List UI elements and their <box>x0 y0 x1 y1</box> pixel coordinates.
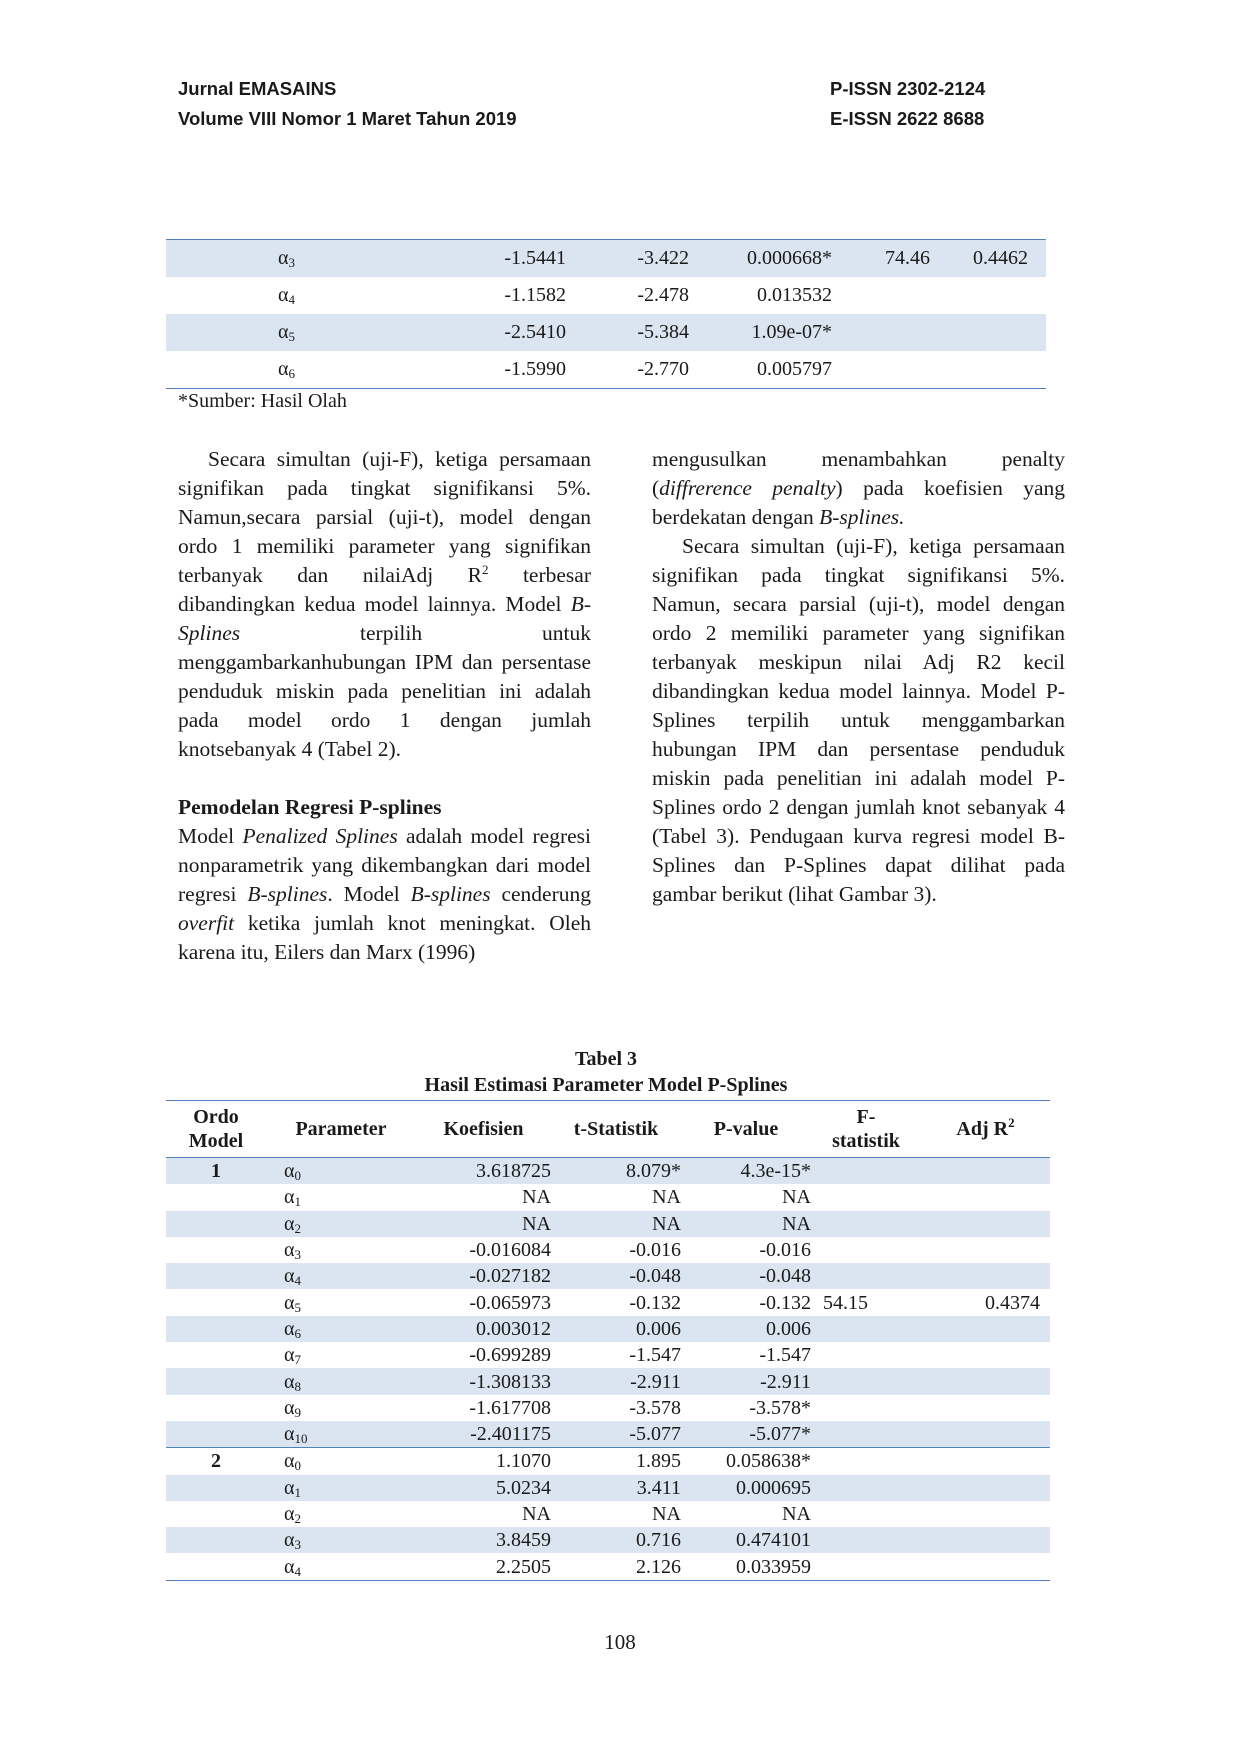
adj-cell <box>921 1158 1050 1185</box>
param-cell <box>266 1553 416 1580</box>
adj-cell: 0.4462 <box>930 240 1028 278</box>
table-row <box>166 1395 1050 1421</box>
table-row <box>166 1342 1050 1368</box>
param-cell <box>266 1501 416 1527</box>
f-cell <box>811 1395 921 1421</box>
param-cell <box>278 314 448 351</box>
f-cell <box>811 1158 921 1185</box>
spacer-cell <box>166 314 278 351</box>
param-symbol: α <box>284 1186 295 1209</box>
param-symbol: α <box>278 247 289 269</box>
f-cell <box>811 1184 921 1210</box>
adj-cell <box>921 1553 1050 1580</box>
table-row <box>166 1263 1050 1289</box>
p-cell: -1.547 <box>759 1344 811 1367</box>
table-row <box>166 1475 1050 1501</box>
param-symbol: α <box>278 321 289 343</box>
param-index: 2 <box>294 1511 301 1526</box>
journal-volume: Volume VIII Nomor 1 Maret Tahun 2019 <box>178 108 517 129</box>
adj-cell <box>921 1368 1050 1394</box>
param-cell <box>278 351 448 389</box>
param-symbol: α <box>284 1450 295 1473</box>
f-cell: 74.46 <box>832 240 930 278</box>
ordo-cell <box>166 1395 266 1421</box>
ordo-cell: 1 <box>166 1158 266 1185</box>
param-symbol: α <box>278 358 289 380</box>
spacer-cell <box>1028 240 1046 278</box>
p-cell: 0.006 <box>681 1316 811 1342</box>
param-symbol: α <box>284 1503 295 1525</box>
param-symbol: α <box>284 1291 295 1314</box>
coef-cell: -0.699289 <box>469 1344 551 1367</box>
f-cell <box>811 1263 921 1289</box>
table3-header-row <box>166 1101 1050 1158</box>
p-cell: NA <box>782 1186 811 1209</box>
adj-cell <box>921 1184 1050 1210</box>
table-row <box>166 1501 1050 1527</box>
coef-cell: NA <box>416 1211 551 1237</box>
f-cell <box>832 277 930 314</box>
adj-cell <box>930 314 1028 351</box>
adj-cell <box>921 1501 1050 1527</box>
coef-cell: -2.5410 <box>448 314 566 351</box>
param-symbol: α <box>284 1396 295 1419</box>
ordo-cell <box>166 1342 266 1368</box>
p-cell: 0.033959 <box>736 1555 811 1578</box>
coef-cell: -1.308133 <box>416 1368 551 1394</box>
t-cell: -1.547 <box>629 1344 681 1367</box>
body-column-right <box>652 445 1065 909</box>
ordo-cell <box>166 1501 266 1527</box>
spacer-cell <box>1028 277 1046 314</box>
header-koefisien: Koefisien <box>416 1101 551 1158</box>
param-cell <box>266 1448 416 1475</box>
page-number: 108 <box>604 1630 636 1654</box>
param-cell <box>266 1289 416 1315</box>
param-symbol: α <box>284 1555 295 1578</box>
param-symbol: α <box>284 1160 295 1183</box>
param-index: 3 <box>288 255 295 270</box>
table2-source-note: *Sumber: Hasil Olah <box>178 390 347 412</box>
adj-cell <box>921 1527 1050 1553</box>
t-cell: NA <box>652 1186 681 1209</box>
param-index: 5 <box>288 329 295 344</box>
param-index: 4 <box>288 292 295 307</box>
param-cell <box>266 1158 416 1185</box>
table-row <box>166 1553 1050 1580</box>
ordo-cell <box>166 1289 266 1315</box>
param-index: 10 <box>294 1431 308 1447</box>
p-cell: -5.077* <box>681 1421 811 1448</box>
journal-header-right <box>830 74 985 134</box>
header-ordo-model: Ordo Model <box>166 1101 266 1158</box>
param-cell <box>266 1527 416 1553</box>
t-cell: -0.048 <box>551 1263 681 1289</box>
param-cell <box>266 1316 416 1342</box>
param-cell <box>266 1421 416 1448</box>
table3-caption-number: Tabel 3 <box>574 1048 638 1070</box>
adj-cell <box>930 277 1028 314</box>
t-cell: NA <box>652 1503 681 1525</box>
param-index: 0 <box>294 1458 301 1474</box>
ordo-cell <box>166 1316 266 1342</box>
spacer-cell <box>166 351 278 389</box>
t-cell: -3.578 <box>629 1396 681 1419</box>
t-cell: -5.384 <box>566 314 689 351</box>
f-cell <box>811 1448 921 1475</box>
table-row <box>166 351 1046 389</box>
f-cell <box>811 1421 921 1448</box>
coef-cell: 0.003012 <box>416 1316 551 1342</box>
param-cell <box>278 240 448 278</box>
p-cell: 0.058638* <box>726 1450 811 1473</box>
param-symbol: α <box>284 1476 295 1499</box>
table-row <box>166 1237 1050 1263</box>
f-cell <box>811 1211 921 1237</box>
param-symbol: α <box>284 1212 295 1235</box>
coef-cell: -2.401175 <box>416 1421 551 1448</box>
t-cell: -0.016 <box>629 1239 681 1262</box>
table-row <box>166 240 1046 278</box>
table-row <box>166 314 1046 351</box>
t-cell: 8.079* <box>551 1158 681 1185</box>
param-cell <box>266 1475 416 1501</box>
param-cell <box>266 1368 416 1394</box>
coef-cell: NA <box>522 1503 551 1525</box>
adj-cell <box>921 1237 1050 1263</box>
param-cell <box>278 277 448 314</box>
param-index: 4 <box>294 1563 301 1579</box>
header-t-statistik: t-Statistik <box>551 1101 681 1158</box>
ordo-cell <box>166 1211 266 1237</box>
param-index: 6 <box>294 1325 301 1341</box>
table-row <box>166 1158 1050 1185</box>
p-cell: 0.000668* <box>689 240 832 278</box>
eissn: E-ISSN 2622 8688 <box>830 108 985 129</box>
ordo-cell <box>166 1475 266 1501</box>
adj-cell <box>930 351 1028 389</box>
paragraph-left-2: Model Penalized Splines adalah model regresi nonparametrik yang dikembangkan dari model regresi B-splines. Model B-splines cenderung overfit ketika jumlah knot meningkat. Oleh karena itu, Eilers dan Marx (1996) <box>178 824 591 964</box>
p-cell: NA <box>782 1503 811 1525</box>
param-symbol: α <box>284 1529 295 1552</box>
p-cell: -2.911 <box>681 1368 811 1394</box>
table-row <box>166 1211 1050 1237</box>
p-cell: NA <box>681 1211 811 1237</box>
t-cell: -2.478 <box>637 284 689 306</box>
ordo-cell: 2 <box>211 1450 221 1473</box>
adj-cell <box>921 1342 1050 1368</box>
t-cell: -5.077 <box>551 1421 681 1448</box>
f-cell <box>832 314 930 351</box>
adj-cell: 0.4374 <box>985 1291 1040 1314</box>
coef-cell: -0.027182 <box>416 1263 551 1289</box>
table2-continuation <box>166 239 1046 389</box>
adj-cell <box>921 1395 1050 1421</box>
param-index: 6 <box>288 366 295 381</box>
table-row <box>166 1448 1050 1475</box>
paragraph-left-1: Secara simultan (uji-F), ketiga persamaan signifikan pada tingkat signifikansi 5%. Namun,secara parsial (uji-t), model dengan ordo 1 memiliki parameter yang signifikan terbanyak dan nilaiAdj $R^2$ terbesar dibandingkan kedua model lainnya. Model B-Splines terpilih untuk menggambarkanhubungan IPM dan persentase penduduk miskin pada penelitian ini adalah pada model ordo 1 dengan jumlah knotsebanyak 4 (Tabel 2). <box>178 447 591 761</box>
p-cell: -0.132 <box>759 1291 811 1314</box>
ordo-cell <box>166 1237 266 1263</box>
param-symbol: α <box>284 1317 295 1340</box>
f-cell <box>811 1475 921 1501</box>
coef-cell: -1.617708 <box>469 1396 551 1419</box>
paragraph-right-2: Secara simultan (uji-F), ketiga persamaan signifikan pada tingkat signifikansi 5%. Namun, secara parsial (uji-t), model dengan ordo 2 memiliki parameter yang signifikan terbanyak meskipun nilai Adj R2 kecil dibandingkan kedua model lainnya. Model P-Splines terpilih untuk menggambarkan hubungan IPM dan persentase penduduk miskin pada penelitian ini adalah model P-Splines ordo 2 dengan jumlah knot sebanyak 4 (Tabel 3). Pendugaan kurva regresi model B-Splines dan P-Splines dapat dilihat pada gambar berikut (lihat Gambar 3). <box>652 534 1065 906</box>
t-cell: -2.770 <box>637 358 689 380</box>
coef-cell: -1.5990 <box>504 358 566 380</box>
p-cell: 0.474101 <box>681 1527 811 1553</box>
journal-name: Jurnal EMASAINS <box>178 78 337 99</box>
table-row <box>166 1316 1050 1342</box>
param-index: 4 <box>294 1273 301 1289</box>
table-row <box>166 1368 1050 1394</box>
spacer-cell <box>1028 314 1046 351</box>
param-symbol: α <box>284 1239 295 1262</box>
param-index: 1 <box>294 1194 301 1210</box>
f-cell: 54.15 <box>823 1291 868 1314</box>
param-cell <box>266 1395 416 1421</box>
t-cell: 0.006 <box>551 1316 681 1342</box>
coef-cell: NA <box>522 1186 551 1209</box>
adj-cell <box>921 1263 1050 1289</box>
param-cell <box>266 1184 416 1210</box>
t-cell: 2.126 <box>636 1555 681 1578</box>
f-cell <box>811 1501 921 1527</box>
param-cell <box>266 1237 416 1263</box>
param-index: 5 <box>294 1299 301 1315</box>
paragraph-right-1: mengusulkan menambahkan penalty (diffrerence penalty) pada koefisien yang berdekatan dengan B-splines. <box>652 447 1065 529</box>
body-column-left <box>178 445 591 967</box>
table3-caption-title: Hasil Estimasi Parameter Model P-Splines <box>424 1074 788 1096</box>
pissn: P-ISSN 2302-2124 <box>830 78 986 99</box>
t-cell: 1.895 <box>636 1450 681 1473</box>
param-index: 8 <box>294 1378 301 1394</box>
table-row <box>166 1184 1050 1210</box>
spacer-cell <box>1028 351 1046 389</box>
header-adj-r2: Adj $R^2$ <box>921 1101 1050 1158</box>
param-symbol: α <box>284 1265 295 1288</box>
t-cell: 3.411 <box>551 1475 681 1501</box>
p-cell: 4.3e-15* <box>681 1158 811 1185</box>
f-cell <box>811 1316 921 1342</box>
coef-cell: 3.8459 <box>416 1527 551 1553</box>
p-cell: 0.005797 <box>757 358 832 380</box>
adj-cell <box>921 1211 1050 1237</box>
param-index: 2 <box>294 1220 301 1236</box>
ordo-cell <box>166 1527 266 1553</box>
coef-cell: -0.016084 <box>469 1239 551 1262</box>
spacer-cell <box>166 277 278 314</box>
ordo-cell <box>166 1421 266 1448</box>
param-cell <box>266 1342 416 1368</box>
t-cell: -3.422 <box>566 240 689 278</box>
t-cell: -2.911 <box>551 1368 681 1394</box>
adj-cell <box>921 1421 1050 1448</box>
param-index: 9 <box>294 1404 301 1420</box>
param-index: 1 <box>294 1484 301 1500</box>
ordo-cell <box>166 1368 266 1394</box>
table3 <box>166 1100 1050 1581</box>
param-index: 3 <box>294 1247 301 1263</box>
coef-cell: 3.618725 <box>416 1158 551 1185</box>
coef-cell: -0.065973 <box>469 1291 551 1314</box>
header-p-value: P-value <box>681 1101 811 1158</box>
f-cell <box>811 1527 921 1553</box>
coef-cell: 1.1070 <box>496 1450 551 1473</box>
table-row <box>166 1289 1050 1315</box>
param-symbol: α <box>284 1370 295 1393</box>
coef-cell: 2.2505 <box>496 1555 551 1578</box>
p-cell: -3.578* <box>749 1396 811 1419</box>
adj-cell <box>921 1316 1050 1342</box>
p-cell: 1.09e-07* <box>689 314 832 351</box>
ordo-cell <box>166 1553 266 1580</box>
coef-cell: 5.0234 <box>416 1475 551 1501</box>
table-row <box>166 277 1046 314</box>
f-cell <box>811 1553 921 1580</box>
t-cell: NA <box>551 1211 681 1237</box>
ordo-cell <box>166 1184 266 1210</box>
journal-header-left <box>178 74 517 134</box>
f-cell <box>832 351 930 389</box>
header-parameter: Parameter <box>266 1101 416 1158</box>
adj-cell <box>921 1448 1050 1475</box>
table-row <box>166 1527 1050 1553</box>
p-cell: -0.048 <box>681 1263 811 1289</box>
param-symbol: α <box>284 1344 295 1367</box>
param-symbol: α <box>284 1423 295 1446</box>
ordo-cell <box>166 1263 266 1289</box>
f-cell <box>811 1368 921 1394</box>
table-row <box>166 1421 1050 1448</box>
t-cell: 0.716 <box>551 1527 681 1553</box>
adj-cell <box>921 1475 1050 1501</box>
section-title: Pemodelan Regresi P-splines <box>178 795 442 819</box>
header-f-statistik: F- statistik <box>811 1101 921 1158</box>
param-index: 0 <box>294 1168 301 1184</box>
param-symbol: α <box>278 284 289 306</box>
f-cell <box>811 1342 921 1368</box>
p-cell: 0.000695 <box>681 1475 811 1501</box>
param-cell <box>266 1211 416 1237</box>
f-cell <box>811 1237 921 1263</box>
p-cell: -0.016 <box>759 1239 811 1262</box>
p-cell: 0.013532 <box>757 284 832 306</box>
t-cell: -0.132 <box>629 1291 681 1314</box>
param-index: 3 <box>294 1537 301 1553</box>
param-index: 7 <box>294 1352 301 1368</box>
coef-cell: -1.5441 <box>448 240 566 278</box>
param-cell <box>266 1263 416 1289</box>
spacer-cell <box>166 240 278 278</box>
coef-cell: -1.1582 <box>504 284 566 306</box>
